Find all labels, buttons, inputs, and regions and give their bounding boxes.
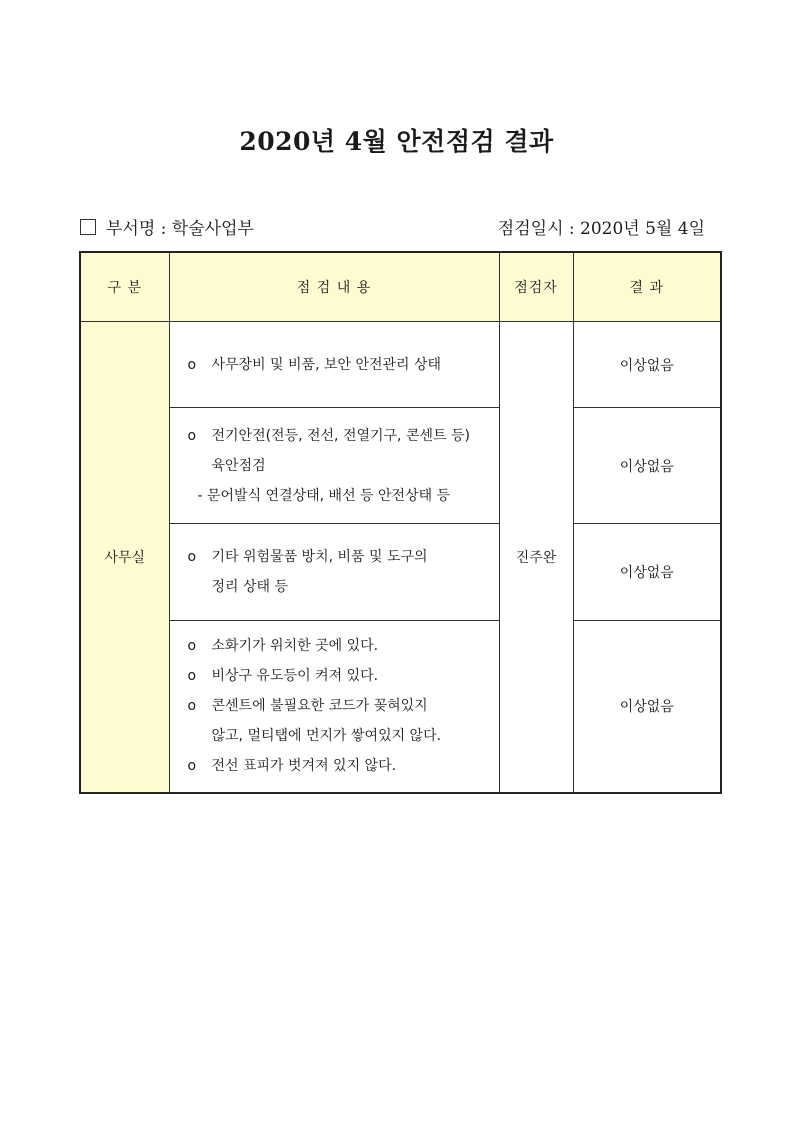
inspection-table — [79, 251, 722, 794]
header-inspector: 점검자 — [499, 252, 573, 322]
content-line — [188, 542, 485, 572]
header-result: 결 과 — [573, 252, 721, 322]
content-text: 전선 표피가 벗겨져 있지 않다. — [211, 758, 397, 775]
content-text: 소화기가 위치한 곳에 있다. — [211, 638, 379, 655]
bullet-marker: o — [187, 638, 197, 655]
content-line — [188, 751, 485, 781]
table-row — [80, 408, 721, 524]
content-cell — [169, 621, 499, 793]
content-text: 전기안전(전등, 전선, 전열기구, 콘센트 등) — [211, 427, 470, 444]
result-cell: 이상없음 — [573, 621, 721, 793]
bullet-marker: o — [187, 427, 197, 444]
department-label: 부서명 : 학술사업부 — [106, 219, 254, 239]
checkbox-icon — [80, 219, 96, 235]
content-text: - 문어발식 연결상태, 배선 등 안전상태 등 — [197, 487, 451, 504]
content-line — [188, 631, 485, 661]
bullet-marker: o — [187, 698, 197, 715]
content-text: 콘센트에 불필요한 코드가 꽂혀있지 — [211, 698, 428, 715]
bullet-marker: o — [187, 549, 197, 565]
content-line — [188, 572, 485, 602]
content-line — [188, 661, 485, 691]
content-text: 기타 위험물품 방치, 비품 및 도구의 — [211, 549, 428, 565]
header-content: 점 검 내 용 — [169, 252, 499, 322]
content-line — [188, 421, 485, 451]
content-line — [188, 481, 485, 511]
page-title: 2020년 4월 안전점검 결과 — [239, 127, 554, 156]
content-line — [188, 721, 485, 751]
result-cell: 이상없음 — [573, 524, 721, 621]
bullet-marker: o — [187, 668, 197, 685]
inspector-cell: 진주완 — [499, 322, 573, 793]
table-row — [80, 524, 721, 621]
category-cell: 사무실 — [80, 322, 169, 793]
inspection-date: 점검일시 : 2020년 5월 4일 — [497, 219, 705, 239]
content-cell — [169, 322, 499, 408]
table-header-row — [80, 252, 721, 322]
content-text: 육안점검 — [211, 457, 266, 474]
result-cell: 이상없음 — [573, 322, 721, 408]
content-line — [188, 451, 485, 481]
table-row — [80, 322, 721, 408]
bullet-marker: o — [187, 758, 197, 775]
content-text: 않고, 멀티탭에 먼지가 쌓여있지 않다. — [211, 728, 442, 745]
content-text: 사무장비 및 비품, 보안 안전관리 상태 — [211, 356, 442, 373]
content-text: 정리 상태 등 — [211, 579, 289, 595]
content-text: 비상구 유도등이 켜져 있다. — [211, 668, 379, 685]
department-info — [80, 214, 254, 239]
bullet-marker: o — [187, 356, 197, 373]
header-category: 구 분 — [80, 252, 169, 322]
result-cell: 이상없음 — [573, 408, 721, 524]
content-line — [188, 350, 485, 380]
content-cell — [169, 524, 499, 621]
table-row — [80, 621, 721, 793]
content-cell — [169, 408, 499, 524]
content-line — [188, 691, 485, 721]
